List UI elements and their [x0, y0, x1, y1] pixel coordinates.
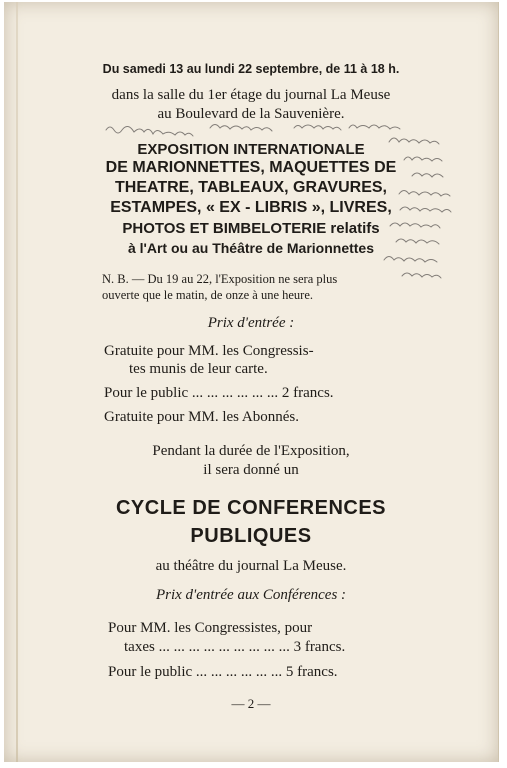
cycle-heading-2: PUBLIQUES	[190, 525, 312, 547]
entry-price-heading: Prix d'entrée :	[207, 315, 295, 331]
page-number: — 2 —	[231, 696, 271, 711]
theatre-line: au théâtre du journal La Meuse.	[155, 558, 347, 574]
free-congress-line-2: tes munis de leur carte.	[129, 361, 268, 377]
exhibition-line-1: EXPOSITION INTERNATIONALE	[137, 141, 365, 158]
conference-price-heading: Prix d'entrée aux Conférences :	[155, 587, 347, 603]
public-price-line: Pour le public ... ... ... ... ... ... 2 francs.	[104, 385, 334, 401]
nb-note-line-1: N. B. — Du 19 au 22, l'Exposition ne sera plus	[102, 272, 338, 286]
venue-line-1: dans la salle du 1er étage du journal La Meuse	[111, 87, 391, 103]
free-subscribers-line: Gratuite pour MM. les Abonnés.	[104, 409, 299, 425]
exhibition-line-5: PHOTOS ET BIMBELOTERIE relatifs	[122, 220, 380, 237]
cycle-heading-1: CYCLE DE CONFERENCES	[115, 497, 387, 519]
during-line-1: Pendant la durée de l'Exposition,	[152, 443, 350, 459]
nb-note-line-2: ouverte que le matin, de onze à une heure.	[102, 288, 314, 302]
handwritten-annotations	[4, 2, 498, 762]
free-congress-line-1: Gratuite pour MM. les Congressis-	[104, 343, 314, 359]
conference-congress-line-2: taxes ... ... ... ... ... ... ... ... ... 3 francs.	[124, 639, 346, 655]
conference-congress-line-1: Pour MM. les Congressistes, pour	[108, 620, 313, 636]
during-line-2: il sera donné un	[203, 462, 299, 478]
dates-line: Du samedi 13 au lundi 22 septembre, de 11 à 18 h.	[102, 62, 400, 76]
exhibition-line-3: THEATRE, TABLEAUX, GRAVURES,	[114, 179, 387, 196]
exhibition-line-2: DE MARIONNETTES, MAQUETTES DE	[105, 159, 397, 176]
exhibition-line-6: à l'Art ou au Théâtre de Marionnettes	[127, 240, 375, 256]
conference-public-line: Pour le public ... ... ... ... ... ... 5 francs.	[108, 664, 338, 680]
document-page	[4, 2, 499, 762]
venue-line-2: au Boulevard de la Sauvenière.	[157, 106, 345, 122]
exhibition-line-4: ESTAMPES, « EX - LIBRIS », LIVRES,	[110, 199, 392, 216]
